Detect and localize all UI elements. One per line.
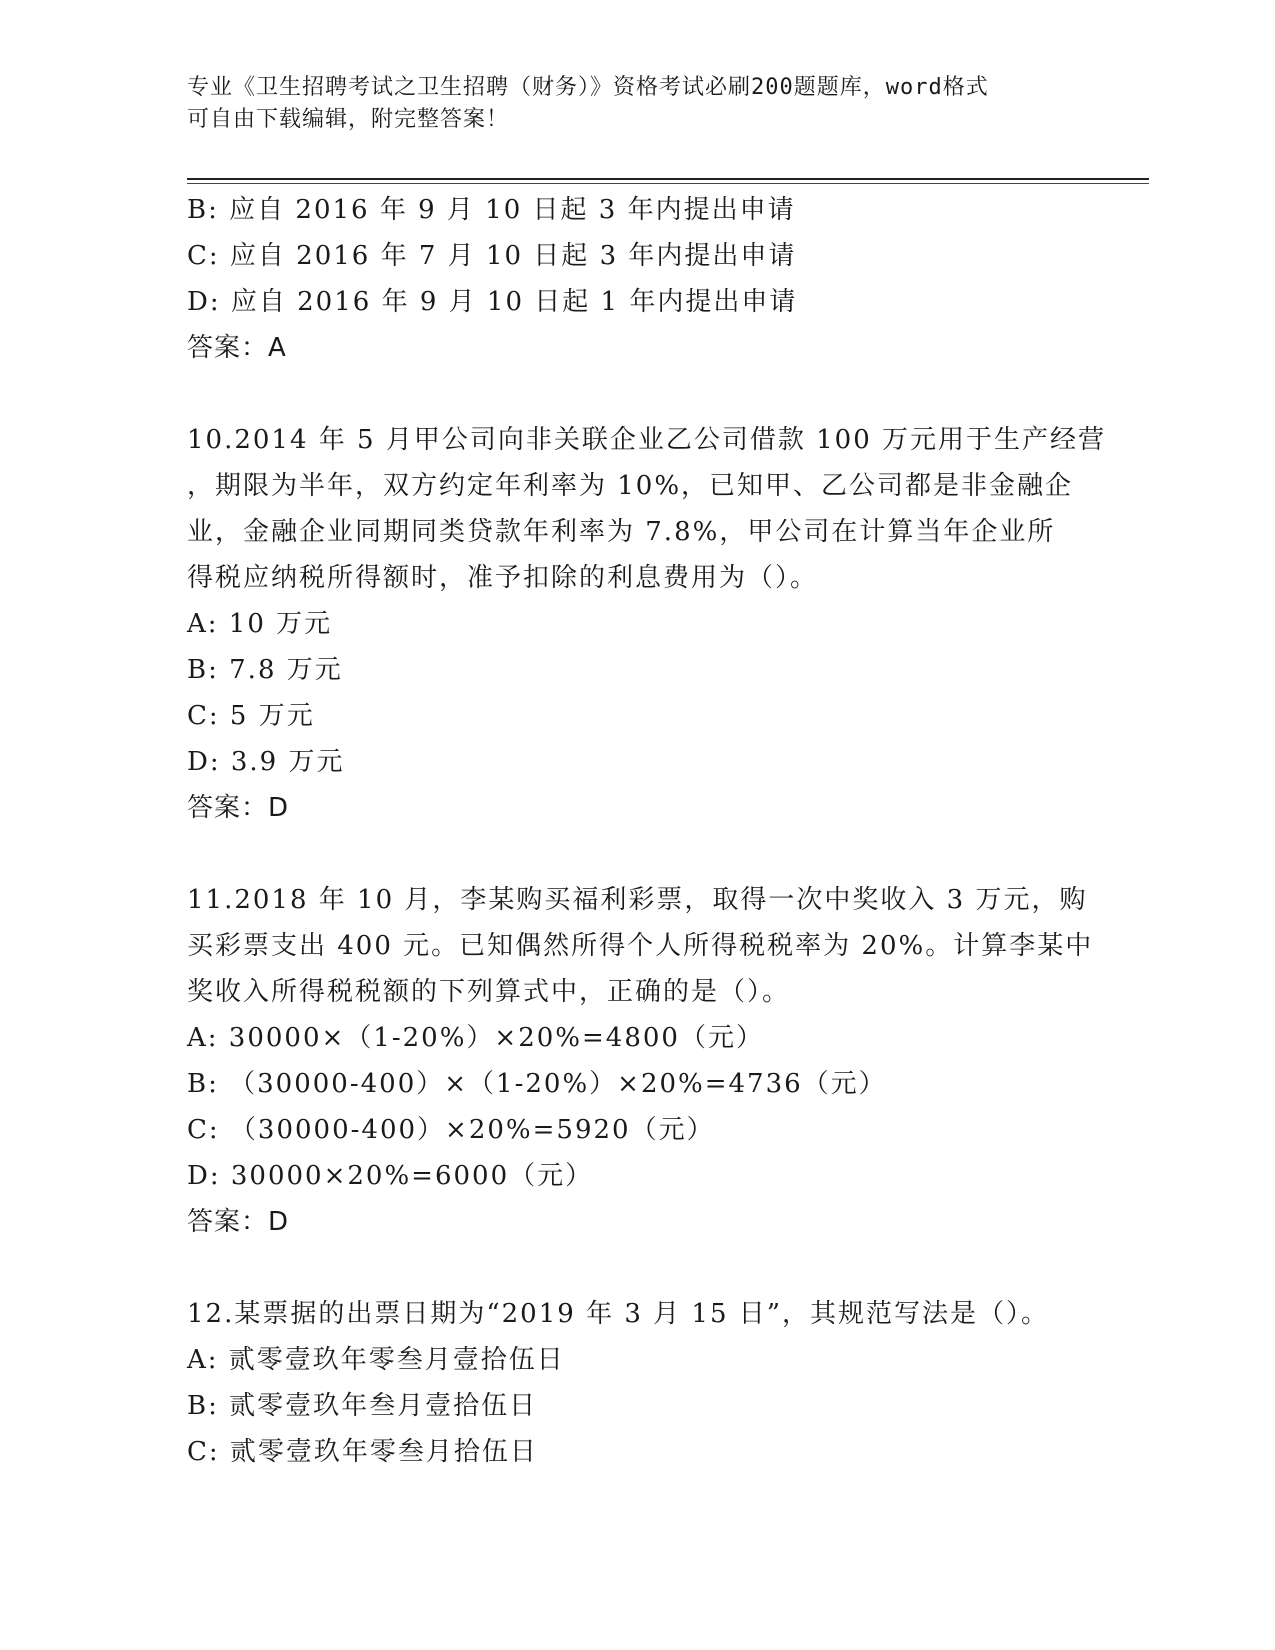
question-stem-line: 12.某票据的出票日期为“2019 年 3 月 15 日”，其规范写法是（）。 <box>187 1299 1050 1329</box>
header-line-2: 可自由下载编辑，附完整答案！ <box>187 107 510 132</box>
option-a: A: 30000×（1-20%）×20%=4800（元） <box>187 1023 764 1053</box>
option-d: D: 30000×20%=6000（元） <box>187 1161 594 1191</box>
document-body <box>187 187 1107 1475</box>
question-12 <box>187 1291 1087 1475</box>
question-10 <box>187 417 1107 831</box>
question-stem-line: 买彩票支出 400 元。已知偶然所得个人所得税税率为 20%。计算李某中 <box>187 931 1094 961</box>
option-d: D: 应自 2016 年 9 月 10 日起 1 年内提出申请 <box>187 287 798 317</box>
page-header <box>187 72 1067 136</box>
question-stem-line: ，期限为半年，双方约定年利率为 10%，已知甲、乙公司都是非金融企 <box>187 471 1074 501</box>
option-b: B: 应自 2016 年 9 月 10 日起 3 年内提出申请 <box>187 195 796 225</box>
answer: 答案：A <box>187 333 287 363</box>
answer: 答案：D <box>187 793 290 823</box>
option-c: C: 贰零壹玖年零叁月拾伍日 <box>187 1437 538 1467</box>
option-c: C: 应自 2016 年 7 月 10 日起 3 年内提出申请 <box>187 241 797 271</box>
question-stem-line: 11.2018 年 10 月，李某购买福利彩票，取得一次中奖收入 3 万元，购 <box>187 885 1088 915</box>
option-a: A: 贰零壹玖年零叁月壹拾伍日 <box>187 1345 565 1375</box>
option-d: D: 3.9 万元 <box>187 747 345 777</box>
question-stem-line: 奖收入所得税税额的下列算式中，正确的是（）。 <box>187 977 791 1007</box>
option-c: C: 5 万元 <box>187 701 315 731</box>
answer: 答案：D <box>187 1207 290 1237</box>
header-divider <box>187 178 1149 180</box>
option-b: B: （30000-400）×（1-20%）×20%=4736（元） <box>187 1069 887 1099</box>
option-a: A: 10 万元 <box>187 609 333 639</box>
question-stem-line: 得税应纳税所得额时，准予扣除的利息费用为（）。 <box>187 563 819 593</box>
question-11 <box>187 877 1094 1245</box>
header-line-1: 专业《卫生招聘考试之卫生招聘（财务）》资格考试必刷200题题库，word格式 <box>187 75 989 100</box>
question-9-tail <box>187 187 1087 371</box>
question-stem-line: 10.2014 年 5 月甲公司向非关联企业乙公司借款 100 万元用于生产经营 <box>187 425 1107 455</box>
question-stem-line: 业，金融企业同期同类贷款年利率为 7.8%，甲公司在计算当年企业所 <box>187 517 1056 547</box>
option-c: C: （30000-400）×20%=5920（元） <box>187 1115 715 1145</box>
option-b: B: 贰零壹玖年叁月壹拾伍日 <box>187 1391 538 1421</box>
option-b: B: 7.8 万元 <box>187 655 343 685</box>
header-divider-thin <box>187 183 1149 184</box>
